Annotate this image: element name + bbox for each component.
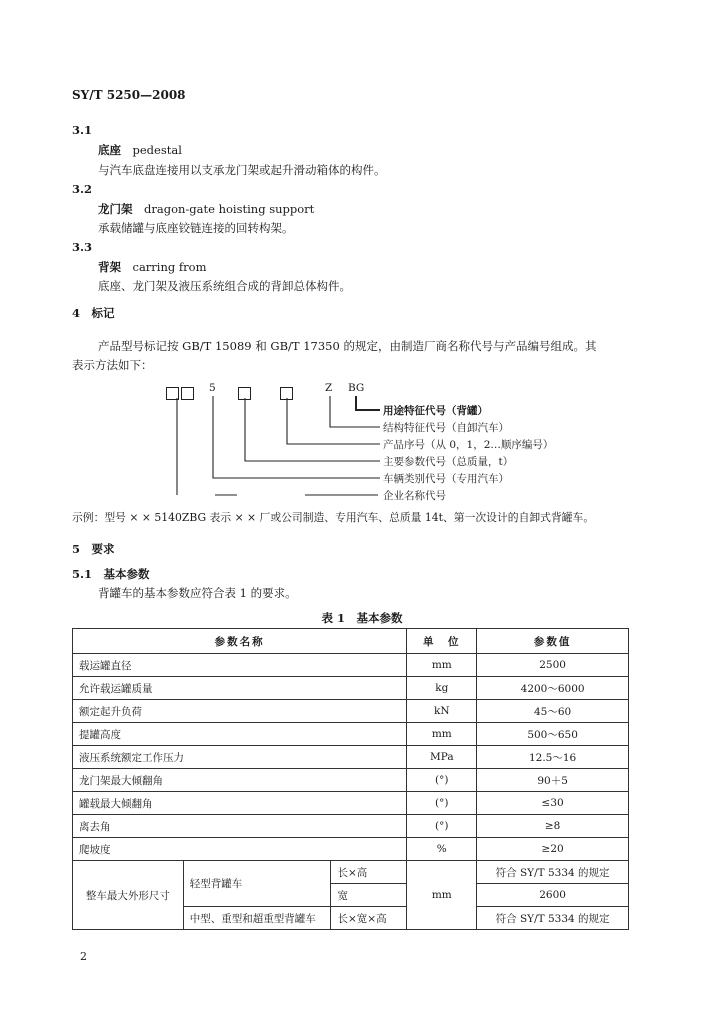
table-row: 整车最大外形尺寸 轻型背罐车 长×高 mm 符合 SY/T 5334 的规定	[73, 861, 629, 884]
term-definition: 承载储罐与底座铰链连接的回转构架。	[98, 221, 294, 235]
term-title: 底座 pedestal	[98, 143, 182, 157]
term-number: 3.1	[72, 123, 93, 137]
page-number: 2	[80, 950, 87, 963]
table-caption: 表 1 基本参数	[321, 611, 403, 625]
code-description: 车辆类别代号（专用汽车）	[383, 473, 509, 485]
code-description: 产品序号（从 0，1，2…顺序编号）	[383, 439, 554, 451]
table-row: 液压系统额定工作压力 MPa 12.5～16	[73, 746, 629, 769]
table-row: 中型、重型和超重型背罐车 长×宽×高 符合 SY/T 5334 的规定	[73, 907, 629, 930]
code-description: 主要参数代号（总质量，t）	[383, 456, 514, 468]
paragraph: 产品型号标记按 GB/T 15089 和 GB/T 17350 的规定，由制造厂商名称代号与产品编号组成。其	[98, 339, 597, 353]
table-row: 龙门架最大倾翻角 (°) 90＋5	[73, 769, 629, 792]
column-header: 参数名称	[73, 629, 407, 654]
table-row: 载运罐直径 mm 2500	[73, 654, 629, 677]
code-letters-bg: BG	[348, 382, 365, 394]
parameters-table	[72, 628, 629, 930]
code-description: 用途特征代号（背罐）	[383, 405, 488, 417]
term-number: 3.3	[72, 240, 93, 254]
code-description: 结构特征代号（自卸汽车）	[383, 422, 509, 434]
table-row: 爬坡度 % ≥20	[73, 838, 629, 861]
document-header: SY/T 5250—2008	[72, 88, 186, 102]
code-digit: 5	[209, 382, 216, 394]
column-header: 单 位	[407, 629, 477, 654]
table-row: 额定起升负荷 kN 45～60	[73, 700, 629, 723]
section-heading: 5 要求	[72, 542, 115, 556]
table-row: 罐载最大倾翻角 (°) ≤30	[73, 792, 629, 815]
example-text: 示例：型号 × × 5140ZBG 表示 × × 厂或公司制造、专用汽车、总质量 14t、第一次设计的自卸式背罐车。	[72, 511, 595, 524]
term-definition: 底座、龙门架及液压系统组合成的背卸总体构件。	[98, 279, 351, 293]
term-title: 龙门架 dragon-gate hoisting support	[98, 202, 315, 216]
term-number: 3.2	[72, 182, 93, 196]
table-row: 提罐高度 mm 500～650	[73, 723, 629, 746]
subsection-heading: 5.1 基本参数	[72, 567, 150, 581]
paragraph: 表示方法如下：	[72, 358, 153, 372]
table-row: 允许载运罐质量 kg 4200～6000	[73, 677, 629, 700]
code-letter-z: Z	[325, 382, 333, 394]
table-header-row	[73, 629, 629, 654]
column-header: 参数值	[477, 629, 629, 654]
section-heading: 4 标记	[72, 306, 115, 320]
term-definition: 与汽车底盘连接用以支承龙门架或起升滑动箱体的构件。	[98, 163, 386, 177]
table-row: 宽 2600	[73, 884, 629, 907]
table-row: 离去角 (°) ≥8	[73, 815, 629, 838]
paragraph: 背罐车的基本参数应符合表 1 的要求。	[98, 586, 297, 600]
term-title: 背架 carring from	[98, 260, 207, 274]
code-description: 企业名称代号	[383, 490, 446, 502]
